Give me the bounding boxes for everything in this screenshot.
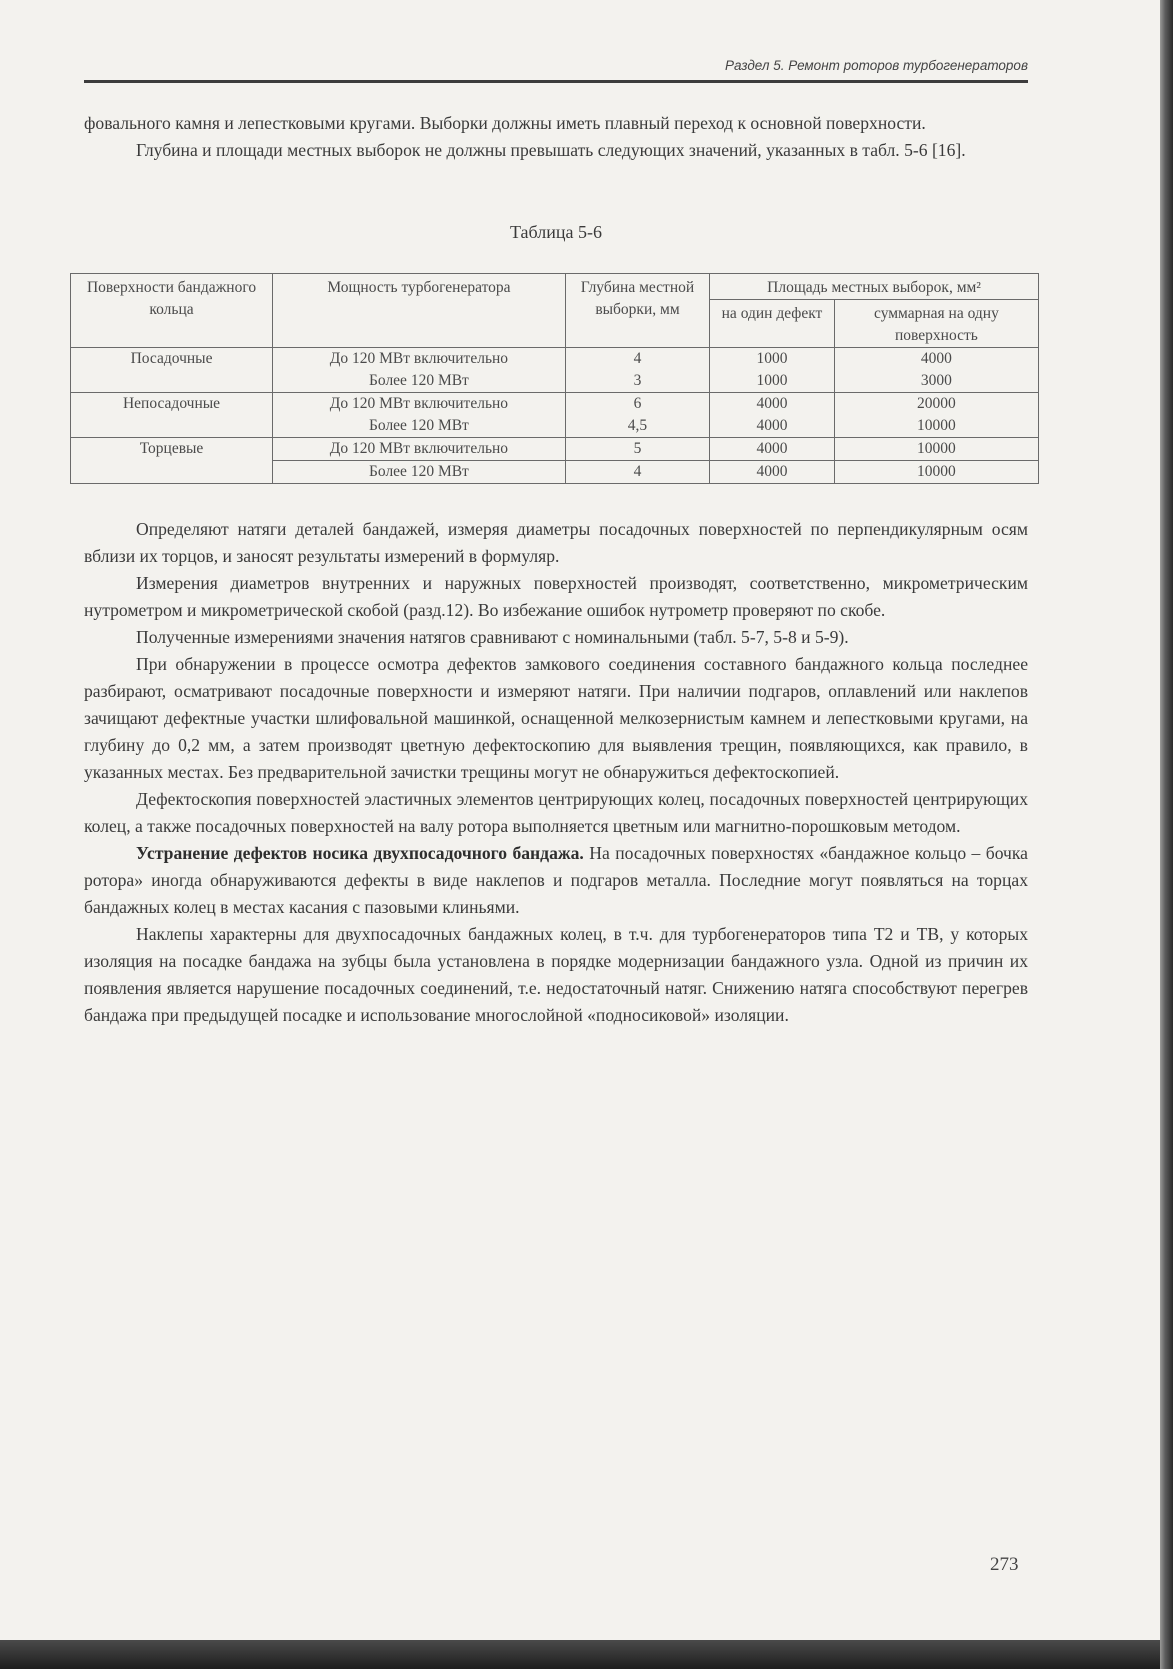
cell-power: До 120 МВт включительно — [273, 438, 566, 461]
table-row — [71, 393, 1039, 416]
cell-per-defect: 4000 — [710, 415, 835, 438]
paragraph: Наклепы характерны для двухпосадочных бандажных колец, в т.ч. для турбогенераторов типа Т2 и ТВ, у которых изоляция на посадке бандажа на зубцы была установлена в порядке модернизации бандажного узла. Одной из причин их появления является нарушение посадочных соединений, т.е. недостаточный натяг. Снижению натяга способствуют перегрев бандажа при предыдущей посадке и использование многослойной «подносиковой» изоляции. — [84, 924, 1028, 1025]
table-caption: Таблица 5-6 — [510, 222, 602, 242]
book-spine-shadow — [1160, 0, 1173, 1669]
cell-total: 10000 — [834, 461, 1038, 484]
cell-total: 3000 — [834, 370, 1038, 393]
cell-surface: Непосадочные — [71, 393, 273, 438]
paragraph: Дефектоскопия поверхностей эластичных элементов центрирующих колец, посадочных поверхностей центрирующих колец, а также посадочных поверхностей на валу ротора выполняется цветным или магнитно-порошковым методом. — [84, 789, 1028, 836]
paragraph-rest: На посадочных поверхностях «бандажное кольцо – бочка ротора» иногда обнаруживаются дефекты в виде наклепов и подгаров металла. Последние могут появляться на торцах бандажных колец в местах касания с пазовыми клиньями. — [84, 843, 1028, 917]
paragraph: Глубина и площади местных выборок не должны превышать следующих значений, указанных в табл. 5-6 [16]. — [136, 140, 966, 160]
table-5-6 — [70, 273, 1039, 484]
cell-per-defect: 1000 — [710, 370, 835, 393]
running-header: Раздел 5. Ремонт роторов турбогенераторов — [724, 58, 1028, 73]
paragraph: Полученные измерениями значения натягов сравнивают с номинальными (табл. 5-7, 5-8 и 5-9). — [136, 627, 849, 647]
table-row — [71, 348, 1039, 371]
cell-power: Более 120 МВт — [273, 461, 566, 484]
cell-depth: 5 — [565, 438, 709, 461]
cell-power: Более 120 МВт — [273, 415, 566, 438]
paragraph: Определяют натяги деталей бандажей, измеряя диаметры посадочных поверхностей по перпендикулярным осям вблизи их торцов, и заносят результаты измерений в формуляр. — [84, 519, 1028, 566]
cell-total: 10000 — [834, 415, 1038, 438]
header-depth: Глубина местной выборки, мм — [565, 274, 709, 348]
header-total: суммарная на одну поверхность — [834, 300, 1038, 348]
paragraph: При обнаружении в процессе осмотра дефектов замкового соединения составного бандажного кольца последнее разбирают, осматривают посадочные поверхности и измеряют натяги. При наличии подгаров, оплавлений или наклепов зачищают дефектные участки шлифовальной машинкой, оснащенной мелкозернистым камнем и лепестковыми кругами, на глубину до 0,2 мм, а затем производят цветную дефектоскопию для выявления трещин, появляющихся, как правило, в указанных местах. Без предварительной зачистки трещины могут не обнаружиться дефектоскопией. — [84, 654, 1028, 782]
cell-per-defect: 4000 — [710, 393, 835, 416]
header-power: Мощность турбогенератора — [273, 274, 566, 348]
cell-total: 20000 — [834, 393, 1038, 416]
text-block-main — [84, 516, 1028, 1029]
cell-depth: 3 — [565, 370, 709, 393]
header-surface: Поверхности бандажного кольца — [71, 274, 273, 348]
table-header-row — [71, 274, 1039, 300]
cell-surface: Торцевые — [71, 438, 273, 484]
header-rule — [84, 80, 1028, 83]
paragraph: Измерения диаметров внутренних и наружных поверхностей производят, соответственно, микрометрическим нутрометром и микрометрической скобой (разд.12). Во избежание ошибок нутрометр проверяют по скобе. — [84, 573, 1028, 620]
page-number: 273 — [990, 1554, 1019, 1575]
header-area: Площадь местных выборок, мм² — [710, 274, 1039, 300]
scan-bottom-edge — [0, 1640, 1160, 1669]
bold-heading: Устранение дефектов носика двухпосадочного бандажа. — [136, 843, 584, 863]
cell-power: До 120 МВт включительно — [273, 348, 566, 371]
cell-power: Более 120 МВт — [273, 370, 566, 393]
cell-total: 4000 — [834, 348, 1038, 371]
paragraph-bold-lead — [84, 840, 1028, 921]
cell-depth: 6 — [565, 393, 709, 416]
text-block-top — [84, 110, 1028, 164]
cell-per-defect: 4000 — [710, 438, 835, 461]
cell-depth: 4 — [565, 461, 709, 484]
cell-depth: 4 — [565, 348, 709, 371]
cell-depth: 4,5 — [565, 415, 709, 438]
cell-per-defect: 1000 — [710, 348, 835, 371]
cell-total: 10000 — [834, 438, 1038, 461]
header-per-defect: на один дефект — [710, 300, 835, 348]
cell-surface: Посадочные — [71, 348, 273, 393]
paragraph: фовального камня и лепестковыми кругами. Выборки должны иметь плавный переход к основной поверхности. — [84, 113, 926, 133]
table-row — [71, 438, 1039, 461]
cell-power: До 120 МВт включительно — [273, 393, 566, 416]
cell-per-defect: 4000 — [710, 461, 835, 484]
